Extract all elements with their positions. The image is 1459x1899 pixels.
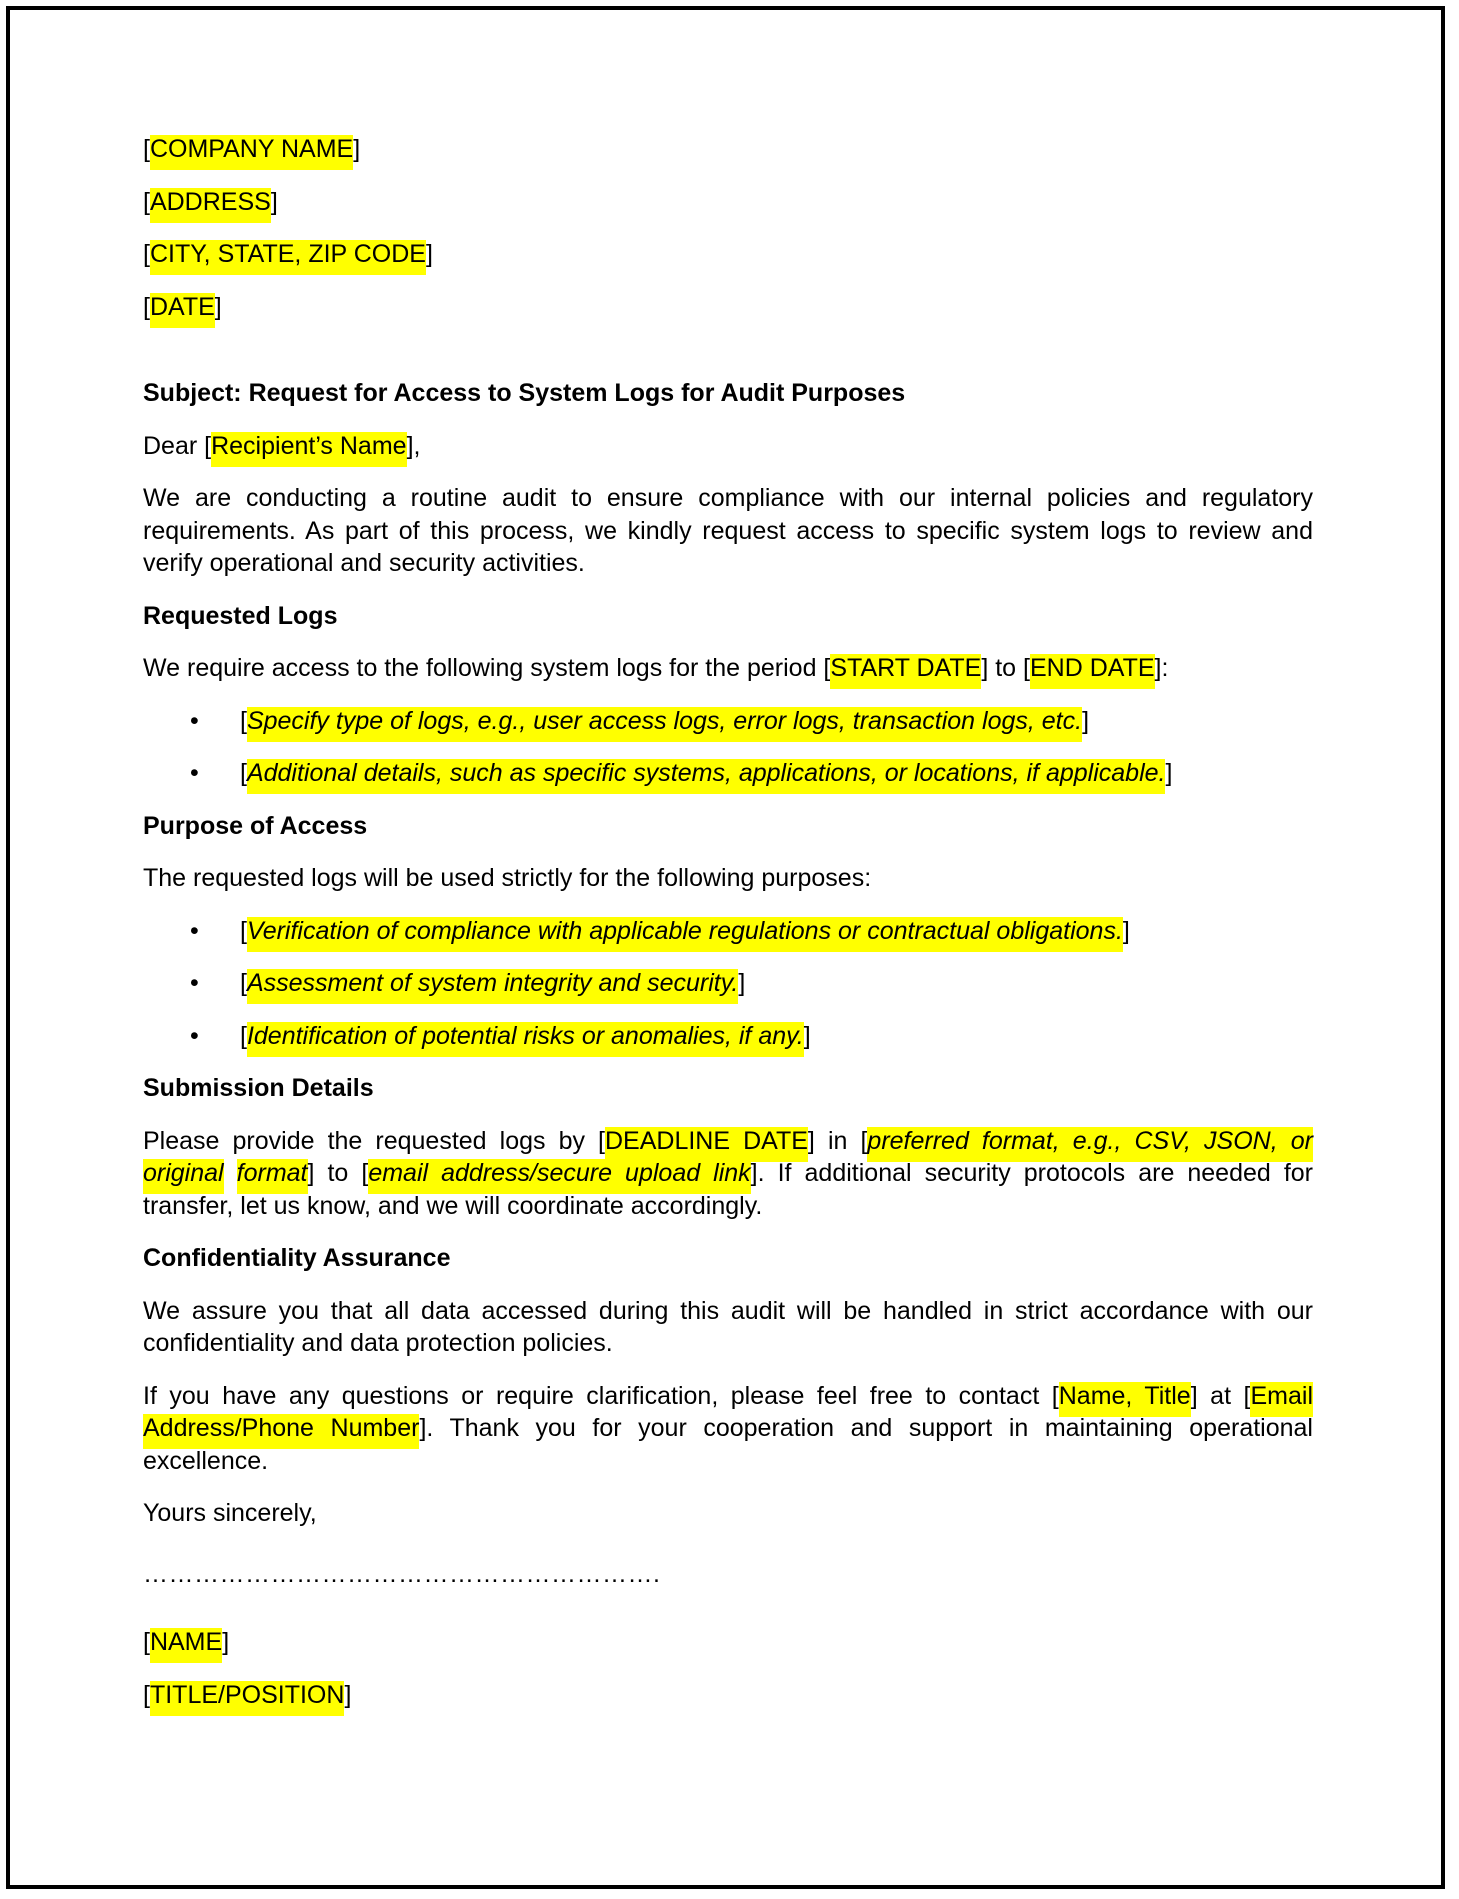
confidentiality-heading: Confidentiality Assurance xyxy=(143,1244,451,1272)
list-item: • [Verification of compliance with applicable regulations or contractual obligations.] xyxy=(143,915,1313,948)
salutation-suffix: , xyxy=(413,431,421,460)
date-line: [DATE] xyxy=(143,291,1313,324)
format-field: preferred format, e.g., CSV, JSON, or original xyxy=(143,1127,1313,1195)
end-date-field: END DATE xyxy=(1030,654,1155,689)
purpose-item-field: Verification of compliance with applicable regulations or contractual obligations. xyxy=(247,917,1123,952)
recipient-name-field: Recipient’s Name xyxy=(211,432,406,467)
period-colon: : xyxy=(1161,654,1169,682)
subject-line: Subject: Request for Access to System Logs for Audit Purposes xyxy=(143,379,906,407)
submission-text: . If additional security protocols are needed for transfer, let us know, and we will coordinate accordingly. xyxy=(143,1159,1313,1220)
purpose-item-field: Identification of potential risks or anomalies, if any. xyxy=(247,1022,804,1057)
log-type-field: Specify type of logs, e.g., user access logs, error logs, transaction logs, etc. xyxy=(247,707,1082,742)
period-to-text: to xyxy=(988,654,1024,682)
signature-line: ……………………………………………………. xyxy=(143,1559,661,1588)
contact-email-field: Email xyxy=(1250,1382,1313,1417)
contact-name-title-field: Name, Title xyxy=(1059,1382,1191,1417)
list-item: • [Assessment of system integrity and security.] xyxy=(143,967,1313,1000)
purpose-heading: Purpose of Access xyxy=(143,811,368,840)
period-text: We require access to the following system logs for the period xyxy=(143,654,824,682)
purpose-intro: The requested logs will be used strictly for the following purposes: xyxy=(143,864,872,892)
purpose-list xyxy=(143,915,1313,1053)
bullet-icon: • xyxy=(190,1021,199,1050)
city-state-zip-line: [CITY, STATE, ZIP CODE] xyxy=(143,238,1313,271)
sender-block xyxy=(143,133,1313,323)
submission-text: Please provide the requested logs by xyxy=(143,1126,599,1155)
confidentiality-paragraph: We assure you that all data accessed during this audit will be handled in strict accordance with our confidentiality and data protection policies. xyxy=(143,1296,1313,1357)
list-item: • [Specify type of logs, e.g., user access logs, error logs, transaction logs, etc.] xyxy=(143,705,1313,738)
log-details-field: Additional details, such as specific systems, applications, or locations, if applicable. xyxy=(247,759,1166,794)
contact-email-field-continued: Address/Phone Number xyxy=(143,1414,419,1449)
contact-text: at xyxy=(1197,1381,1244,1410)
signer-title-line: [TITLE/POSITION] xyxy=(143,1679,1313,1712)
contact-text: . Thank you for your cooperation and support in maintaining operational excellence. xyxy=(143,1414,1313,1475)
closing: Yours sincerely, xyxy=(143,1499,317,1527)
deadline-date-field: DEADLINE DATE xyxy=(605,1127,808,1162)
signer-name-line: [NAME] xyxy=(143,1626,1313,1659)
bullet-icon: • xyxy=(190,759,199,787)
contact-paragraph: If you have any questions or require clarification, please feel free to contact [Name, Title] at [Email Address/Phone Number]. Thank you for your cooperation and support in maintaining operational excellence. xyxy=(143,1381,1313,1475)
contact-text: If you have any questions or require clarification, please feel free to contact xyxy=(143,1381,1052,1410)
bullet-icon: • xyxy=(190,916,199,945)
requested-logs-heading: Requested Logs xyxy=(143,601,338,630)
submission-text: to xyxy=(314,1159,362,1187)
format-field-continued: format xyxy=(237,1159,308,1194)
start-date-field: START DATE xyxy=(830,654,981,689)
address-field: ADDRESS xyxy=(150,188,271,223)
letter-body xyxy=(143,133,1313,1731)
bullet-icon: • xyxy=(190,969,199,997)
destination-field: email address/secure upload link xyxy=(368,1159,750,1194)
purpose-item-field: Assessment of system integrity and security. xyxy=(247,969,738,1004)
intro-paragraph: We are conducting a routine audit to ensure compliance with our internal policies and regulatory requirements. As part of this process, we kindly request access to specific system logs to review and verify operational and security activities. xyxy=(143,484,1313,577)
requested-logs-intro: We require access to the following system logs for the period [START DATE] to [END DATE]: xyxy=(143,652,1313,685)
company-name-line: [COMPANY NAME] xyxy=(143,133,1313,166)
salutation: Dear [Recipient’s Name], xyxy=(143,430,1313,463)
bullet-icon: • xyxy=(190,706,199,735)
city-state-zip-field: CITY, STATE, ZIP CODE xyxy=(150,240,426,275)
list-item: • [Additional details, such as specific systems, applications, or locations, if applicable.] xyxy=(143,757,1313,790)
signer-name-field: NAME xyxy=(150,1628,222,1663)
requested-logs-list xyxy=(143,705,1313,790)
company-name-field: COMPANY NAME xyxy=(150,135,353,170)
address-line: [ADDRESS] xyxy=(143,186,1313,219)
submission-paragraph: Please provide the requested logs by [DEADLINE DATE] in [preferred format, e.g., CSV, JSON, or original format] to [email address/secure upload link]. If additional security protocols are needed for transfer, let us know, and we will coordinate accordingly. xyxy=(143,1126,1313,1220)
signer-title-field: TITLE/POSITION xyxy=(150,1681,344,1716)
salutation-prefix: Dear xyxy=(143,431,205,460)
submission-heading: Submission Details xyxy=(143,1074,374,1102)
submission-text: in xyxy=(814,1126,861,1155)
list-item: • [Identification of potential risks or anomalies, if any.] xyxy=(143,1020,1313,1053)
date-field: DATE xyxy=(150,293,215,328)
